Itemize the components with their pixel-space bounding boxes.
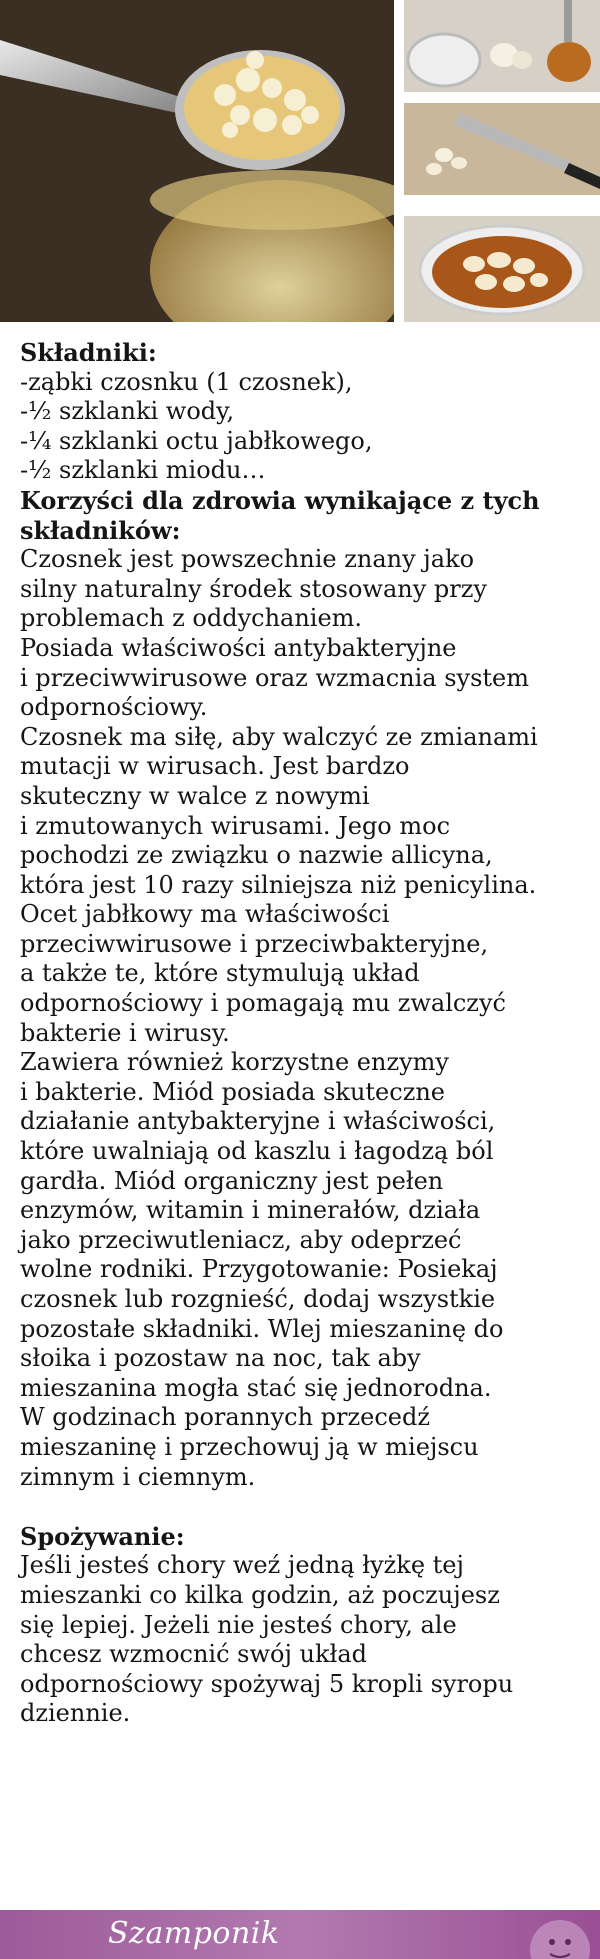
benefits-line: silny naturalny środek stosowany przy	[20, 574, 487, 603]
benefits-line: przeciwwirusowe i przeciwbakteryjne,	[20, 929, 489, 958]
benefits-line: mieszanina mogła stać się jednorodna.	[20, 1373, 492, 1402]
benefits-line: Czosnek jest powszechnie znany jako	[20, 545, 475, 574]
benefits-line: bakterie i wirusy.	[20, 1018, 230, 1047]
site-logo: Szamponik	[108, 1916, 280, 1951]
benefits-line: słoika i pozostaw na noc, tak aby	[20, 1344, 421, 1373]
benefits-line: i zmutowanych wirusami. Jego moc	[20, 811, 451, 840]
ingredient-line: -½ szklanki miodu…	[20, 456, 266, 485]
ingredient-line: -½ szklanki wody,	[20, 397, 235, 426]
ingredient-line: -¼ szklanki octu jabłkowego,	[20, 426, 373, 455]
consumption-line: Jeśli jesteś chory weź jedną łyżkę tej	[20, 1551, 464, 1580]
consumption-line: się lepiej. Jeżeli nie jesteś chory, ale	[20, 1610, 457, 1639]
benefits-line: pochodzi ze związku o nazwie allicyna,	[20, 841, 493, 870]
benefits-line: Zawiera również korzystne enzymy	[20, 1048, 449, 1077]
benefits-heading: składników:	[20, 515, 181, 545]
benefits-line: która jest 10 razy silniejsza niż penicylina.	[20, 870, 537, 899]
benefits-line: i przeciwwirusowe oraz wzmacnia system	[20, 663, 530, 692]
benefits-line: Ocet jabłkowy ma właściwości	[20, 900, 390, 929]
consumption-section	[20, 1522, 590, 1729]
thumb-garlic-in-honey	[404, 216, 600, 322]
benefits-line: W godzinach porannych przecedź	[20, 1403, 431, 1432]
benefits-line: czosnek lub rozgnieść, dodaj wszystkie	[20, 1285, 496, 1313]
benefits-line: odpornościowy i pomagają mu zwalczyć	[20, 989, 506, 1018]
ingredients-section	[20, 338, 590, 486]
benefits-line: mieszaninę i przechowuj ją w miejscu	[20, 1432, 479, 1461]
benefits-line: które uwalniają od kaszlu i łagodzą ból	[20, 1137, 494, 1166]
photo-collage	[0, 0, 600, 322]
benefits-line: jako przeciwutleniacz, aby odeprzeć	[20, 1225, 462, 1254]
consumption-line: mieszanki co kilka godzin, aż poczujesz	[20, 1580, 500, 1609]
decorative-face-icon	[500, 1910, 600, 1959]
benefits-section	[20, 486, 590, 1492]
benefits-line: problemach z oddychaniem.	[20, 604, 363, 633]
benefits-line: zimnym i ciemnym.	[20, 1462, 256, 1491]
thumb-garlic-honey	[404, 0, 600, 92]
consumption-heading: Spożywanie:	[20, 1521, 185, 1551]
ingredients-heading: Składniki:	[20, 338, 157, 367]
benefits-line: Czosnek ma siłę, aby walczyć ze zmianami	[20, 722, 538, 751]
benefits-line: skuteczny w walce z nowymi	[20, 781, 370, 810]
benefits-line: mutacji w wirusach. Jest bardzo	[20, 752, 410, 781]
section-gap	[20, 1492, 590, 1522]
benefits-line: gardła. Miód organiczny jest pełen	[20, 1166, 444, 1195]
benefits-line: działanie antybakteryjne i właściwości,	[20, 1107, 496, 1136]
benefits-line: wolne rodniki. Przygotowanie: Posiekaj	[20, 1255, 498, 1284]
benefits-line: a także te, które stymulują układ	[20, 959, 420, 988]
ingredient-line: -ząbki czosnku (1 czosnek),	[20, 367, 353, 396]
main-photo-garlic-spoon	[0, 0, 394, 322]
benefits-line: enzymów, witamin i minerałów, działa	[20, 1196, 481, 1225]
recipe-text	[20, 338, 590, 1729]
thumb-knife-garlic	[404, 103, 600, 195]
benefits-line: odpornościowy.	[20, 693, 208, 722]
benefits-heading: Korzyści dla zdrowia wynikające z tych	[20, 485, 540, 515]
footer-banner	[0, 1910, 600, 1959]
benefits-line: Posiada właściwości antybakteryjne	[20, 633, 457, 662]
consumption-line: odpornościowy spożywaj 5 kropli syropu	[20, 1669, 514, 1698]
benefits-line: i bakterie. Miód posiada skuteczne	[20, 1077, 445, 1106]
consumption-line: chcesz wzmocnić swój układ	[20, 1640, 368, 1669]
consumption-line: dziennie.	[20, 1699, 131, 1728]
benefits-line: pozostałe składniki. Wlej mieszaninę do	[20, 1314, 504, 1343]
